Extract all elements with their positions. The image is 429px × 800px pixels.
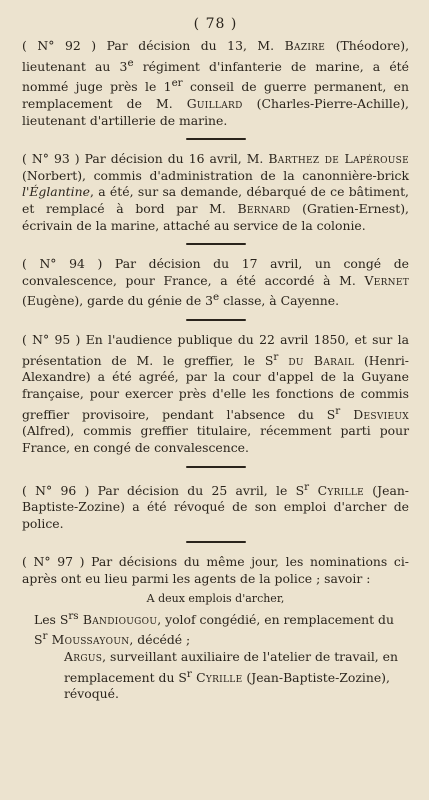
- appointment-list: [22, 608, 409, 703]
- person-name: Moussayoun: [47, 632, 130, 648]
- divider: [22, 133, 409, 145]
- divider: [22, 238, 409, 250]
- person-name: Barthez de Lapérouse: [268, 151, 410, 167]
- entry-97: ( N° 97 ) Par décisions du même jour, les nominations ci-après ont eu lieu parmi les agents de la police ; savoir :: [22, 554, 409, 586]
- entry-96: ( N° 96 ) Par décision du 25 avril, le $S^r$ Cyrille (Jean-Baptiste-Zozine) a été révoqué de son emploi d'archer de police.: [22, 480, 409, 531]
- divider: [22, 536, 409, 548]
- person-name: Cyrille: [191, 669, 243, 685]
- divider: [22, 314, 409, 326]
- entry-95: ( N° 95 ) En l'audience publique du 22 avril 1850, et sur la présentation de M. le greffier, le $S^r$ du Barail (Henri-Alexandre) a été agréé, par la cour d'appel de la Guyane française, pour exercer près d'elle les fonctions de commis greffier provisoire, pendant l'absence du $S^r$ Desvieux (Alfred), commis greffier titulaire, récemment parti pour France, en congé de convalescence.: [22, 332, 409, 455]
- entry-93: ( N° 93 ) Par décision du 16 avril, M. Barthez de Lapérouse (Norbert), commis d'administration de la canonnière-brick l'Églantine, a été, sur sa demande, débarqué de ce bâtiment, et remplacé à bord par M. Bernard (Gratien-Ernest), écrivain de la marine, attaché au service de la colonie.: [22, 151, 410, 233]
- subheading: A deux emplois d'archer,: [146, 591, 285, 605]
- person-name: Bernard: [237, 201, 291, 216]
- divider: [22, 461, 409, 473]
- person-name: Bazire: [284, 38, 326, 53]
- list-item: Argus, surveillant auxiliaire de l'atelier de travail, en remplacement du $S^r$ Cyrille (Jean-Baptiste-Zozine), révoqué.: [64, 649, 398, 702]
- entry-92: ( N° 92 ) Par décision du 13, M. Bazire (Théodore), lieutenant au 3e régiment d'infanterie de marine, a été nommé juge près le 1er conseil de guerre permanent, en remplacement de M. Guillard (Charles-Pierre-Achille), lieutenant d'artillerie de marine.: [22, 38, 410, 128]
- entry-94: ( N° 94 ) Par décision du 17 avril, un congé de convalescence, pour France, a été accordé à M. Vernet (Eugène), garde du génie de 3e classe, à Cayenne.: [22, 256, 409, 309]
- person-name: du Barail: [278, 352, 355, 368]
- person-name: Vernet: [364, 272, 409, 288]
- page-number: ( 78 ): [193, 16, 238, 32]
- list-item: Les $S^{rs}$ Bandiougou, yolof congédié, en remplacement du $S^r$ Moussayoun, décédé ;: [34, 609, 394, 648]
- ship-name: l'Églantine: [22, 184, 90, 200]
- person-name: Cyrille: [309, 482, 365, 498]
- person-name: Desvieux: [340, 406, 409, 422]
- person-name: Guillard: [186, 96, 243, 112]
- person-name: Argus: [64, 649, 103, 665]
- person-name: Bandiougou: [78, 611, 158, 627]
